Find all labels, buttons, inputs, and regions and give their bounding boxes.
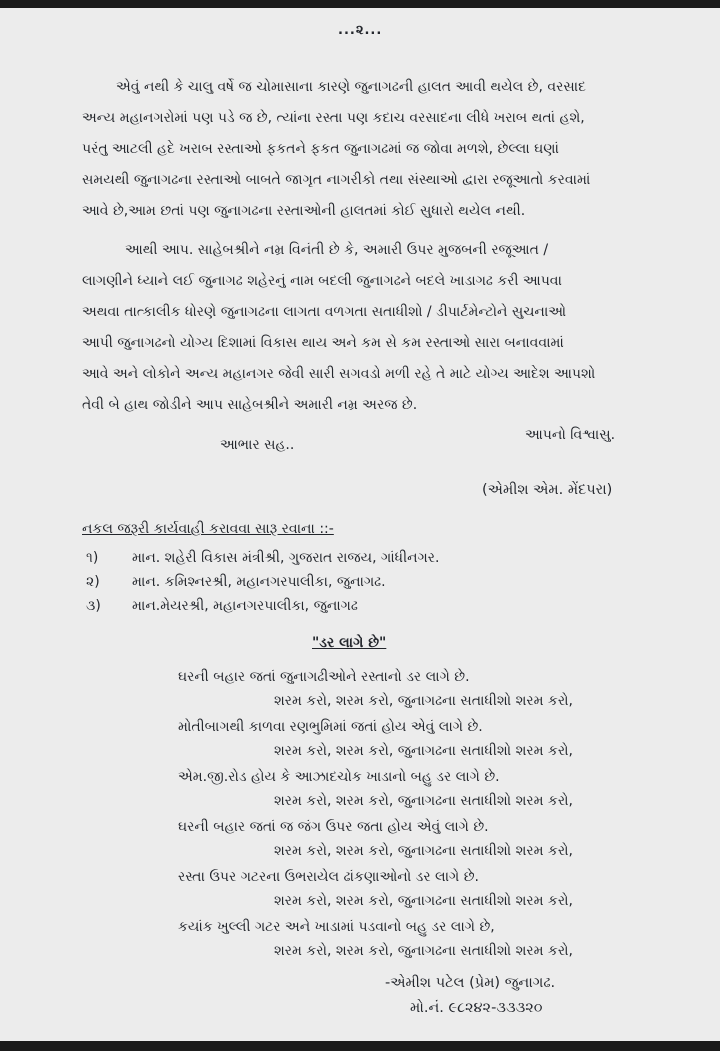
poem-refrain: શરમ કરો, શરમ કરો, જુનાગઢના સતાધીશો શરમ કરો, <box>274 943 574 959</box>
closing-yours: આપનો વિશ્વાસુ. <box>525 427 616 443</box>
poem-title: "ડર લાગે છે" <box>312 635 387 651</box>
letter-page <box>0 8 720 1041</box>
copy-heading: નકલ જરૂરી કાર્યવાહી કરાવવા સારૂ રવાના ::- <box>82 521 334 537</box>
poem-line: ઘરની બહાર જતાં જ જંગ ઉપર જતા હોય એવું લાગે છે. <box>178 819 489 835</box>
poem-author: -એમીશ પટેલ (પ્રેમ) જુનાગઢ. <box>385 975 556 991</box>
body-line: આથી આપ. સાહેબશ્રીને નમ્ર વિનંતી છે કે, અમારી ઉપર મુજબની રજૂઆત / <box>125 242 549 258</box>
author-mobile: મો.નં. ૯૮૨૪૨-૩૩૩૨૦ <box>410 1000 543 1016</box>
body-line: સમયથી જુનાગઢના રસ્તાઓ બાબતે જાગૃત નાગરીકો તથા સંસ્થાઓ દ્વારા રજૂઆતો કરવામાં <box>82 172 591 188</box>
signatory-name: (એમીશ એમ. મેંદપરા) <box>482 482 613 498</box>
copy-item-number: ૩) <box>86 598 101 614</box>
page-number: ...૨... <box>338 23 383 38</box>
copy-item-number: ૨) <box>86 574 100 590</box>
poem-refrain: શરમ કરો, શરમ કરો, જુનાગઢના સતાધીશો શરમ કરો, <box>274 743 574 759</box>
body-line: તેવી બે હાથ જોડીને આપ સાહેબશ્રીને અમારી નમ્ર અરજ છે. <box>82 397 418 413</box>
body-line: અન્ય મહાનગરોમાં પણ પડે જ છે, ત્યાંના રસ્તા પણ કદાચ વરસાદના લીધે ખરાબ થતાં હશે, <box>82 110 585 126</box>
body-line: આપી જુનાગઢનો યોગ્ય દિશામાં વિકાસ થાય અને કમ સે કમ રસ્તાઓ સારા બનાવવામાં <box>82 335 564 351</box>
copy-item-text: માન. કમિશ્નરશ્રી, મહાનગરપાલીકા, જુનાગઢ. <box>132 574 386 590</box>
poem-refrain: શરમ કરો, શરમ કરો, જુનાગઢના સતાધીશો શરમ કરો, <box>274 893 574 909</box>
poem-line: કયાંક ખુલ્લી ગટર અને ખાડામાં પડવાનો બહુ ડર લાગે છે, <box>178 919 495 935</box>
poem-line: મોતીબાગથી કાળવા રણભુમિમાં જતાં હોય એવું લાગે છે. <box>178 719 483 735</box>
poem-refrain: શરમ કરો, શરમ કરો, જુનાગઢના સતાધીશો શરમ કરો, <box>274 693 574 709</box>
body-line: લાગણીને ધ્યાને લઈ જુનાગઢ શહેરનું નામ બદલી જુનાગઢને બદલે ખાડાગઢ કરી આપવા <box>82 273 562 289</box>
body-line: આવે છે,આમ છતાં પણ જુનાગઢના રસ્તાઓની હાલતમાં કોઈ સુધારો થયેલ નથી. <box>82 203 526 219</box>
body-line: અથવા તાત્કાલીક ધોરણે જુનાગઢના લાગતા વળગતા સતાધીશો / ડીપાર્ટમેન્ટોને સુચનાઓ <box>82 304 567 320</box>
copy-item-text: માન.મેયરશ્રી, મહાનગરપાલીકા, જુનાગઢ <box>132 598 358 614</box>
copy-item-text: માન. શહેરી વિકાસ મંત્રીશ્રી, ગુજરાત રાજય, ગાંધીનગર. <box>132 550 440 566</box>
body-line: પરંતુ આટલી હદે ખરાબ રસ્તાઓ ફકતને ફકત જુનાગઢમાં જ જોવા મળશે, છેલ્લા ઘણાં <box>82 141 559 157</box>
poem-line: રસ્તા ઉપર ગટરના ઉભરાયેલ ઢાંકણાઓનો ડર લાગે છે. <box>178 869 479 885</box>
poem-refrain: શરમ કરો, શરમ કરો, જુનાગઢના સતાધીશો શરમ કરો, <box>274 793 574 809</box>
body-line: આવે અને લોકોને અન્ય મહાનગર જેવી સારી સગવડો મળી રહે તે માટે યોગ્ય આદેશ આપશો <box>82 366 596 382</box>
poem-refrain: શરમ કરો, શરમ કરો, જુનાગઢના સતાધીશો શરમ કરો, <box>274 843 574 859</box>
copy-item-number: ૧) <box>86 550 99 566</box>
closing-thanks: આભાર સહ.. <box>220 437 295 453</box>
poem-line: એમ.જી.રોડ હોય કે આઝાદચોક ખાડાનો બહુ ડર લાગે છે. <box>178 769 500 785</box>
body-line: એવું નથી કે ચાલુ વર્ષે જ ચોમાસાના કારણે જુનાગઢની હાલત આવી થયેલ છે, વરસાદ <box>116 79 586 95</box>
poem-line: ઘરની બહાર જતાં જુનાગઢીઓને રસ્તાનો ડર લાગે છે. <box>178 669 470 685</box>
